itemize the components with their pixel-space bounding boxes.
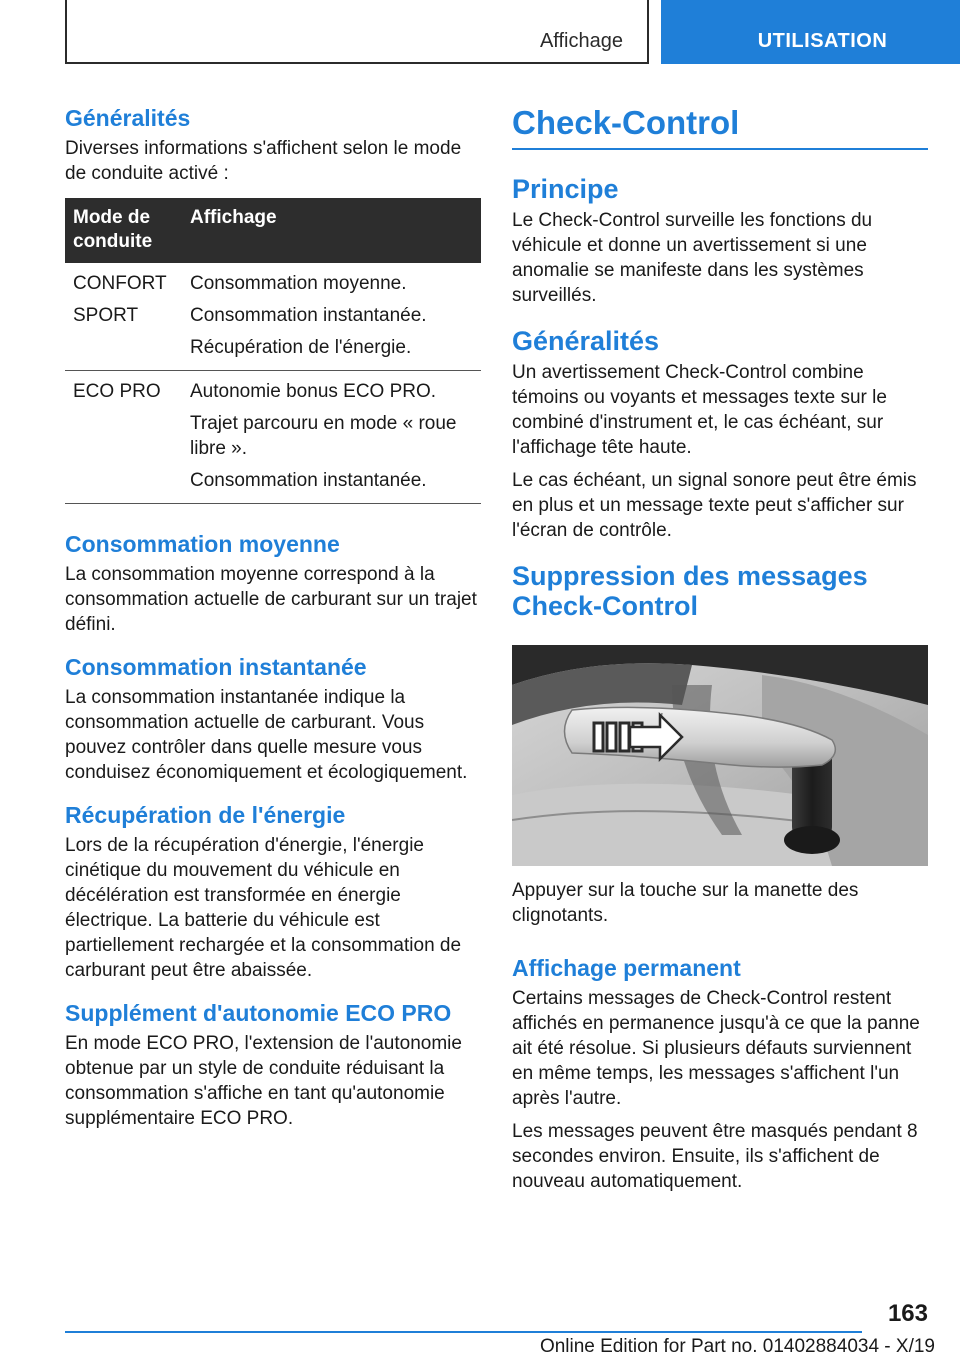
turn-signal-lever-photo [512,645,928,866]
heading-consommation-instantanee: Consommation instantanée [65,654,367,680]
table-header-display: Affichage [182,198,481,263]
header-chapter-title: UTILISATION [757,30,888,52]
text-consommation-moyenne: La consommation moyenne correspond à la consommation actuelle de carburant sur un trajet défini. [65,564,477,635]
mode-label: ECO PRO [73,381,161,402]
heading-principe: Principe [512,174,619,204]
display-value: Trajet parcouru en mode « roue libre ». [190,413,457,459]
table-row [65,371,481,504]
display-value: Consommation instantanée. [190,470,427,491]
mode-label: CONFORT [73,273,167,294]
heading-suppression-messages: Suppression des messages Check-Control [512,561,868,621]
table-cell-values [182,371,481,504]
heading-check-control: Check-Control [512,104,740,141]
display-value: Consommation instantanée. [190,305,427,326]
drive-mode-table [65,198,481,504]
table-header-row [65,198,481,263]
left-column [65,100,481,1131]
table-row [65,263,481,371]
text-generalites-left: Diverses informations s'affichent selon le mode de conduite activé : [65,138,462,184]
heading-generalites-right: Généralités [512,326,660,356]
text-generalites-right-2: Le cas échéant, un signal sonore peut être émis en plus et un message texte peut s'afficher sur l'écran de contrôle. [512,470,917,541]
right-column [512,100,928,1194]
photo-caption: Appuyer sur la touche sur la manette des clignotants. [512,880,859,926]
page-number: 163 [887,1300,928,1327]
header-section-box [65,0,649,64]
footer-edition: Online Edition for Part no. 01402884034 - X/19 [539,1336,935,1357]
header-chapter-tab [661,0,960,64]
text-consommation-instantanee: La consommation instantanée indique la consommation actuelle de carburant. Vous pouvez contrôler dans quelle mesure vous conduisez économiquement et écologiquement. [65,687,468,783]
table-header-mode: Mode de conduite [65,198,182,263]
heading-consommation-moyenne: Consommation moyenne [65,531,340,557]
text-generalites-right-1: Un avertissement Check-Control combine témoins ou voyants et messages texte sur le combiné d'instrument et, le cas échéant, sur l'affichage tête haute. [512,362,887,458]
text-supplement-autonomie: En mode ECO PRO, l'extension de l'autonomie obtenue par un style de conduite réduisant la consommation s'affiche en tant qu'autonomie supplémentaire ECO PRO. [65,1033,462,1129]
table-cell-values [182,263,481,371]
display-value: Autonomie bonus ECO PRO. [190,381,437,402]
table-cell-modes [65,263,182,371]
heading-supplement-autonomie: Supplément d'autonomie ECO PRO [65,1000,452,1026]
heading-rule [512,148,928,150]
table-cell-modes [65,371,182,504]
footer-rule [65,1331,862,1333]
text-principe: Le Check-Control surveille les fonctions du véhicule et donne un avertissement si une anomalie se manifeste dans les systèmes surveillés. [512,210,873,306]
display-value: Récupération de l'énergie. [190,337,412,358]
heading-affichage-permanent: Affichage permanent [512,955,741,981]
heading-recuperation-energie: Récupération de l'énergie [65,802,346,828]
heading-generalites-left: Généralités [65,105,191,131]
text-recuperation-energie: Lors de la récupération d'énergie, l'énergie cinétique du mouvement du véhicule en décélération est transformée en énergie électrique. La batterie du véhicule est partiellement rechargée et la consommation de carburant peut être abaissée. [65,835,462,981]
text-affichage-permanent-2: Les messages peuvent être masqués pendant 8 secondes environ. Ensuite, ils s'affichent de nouveau automatiquement. [512,1121,918,1192]
text-affichage-permanent-1: Certains messages de Check-Control restent affichés en permanence jusqu'à ce que la panne ait été résolue. Si plusieurs défauts surviennent en même temps, les messages s'affichent l'un après l'autre. [512,988,920,1109]
mode-label: SPORT [73,305,139,326]
display-value: Consommation moyenne. [190,273,407,294]
header-section-title: Affichage [539,30,623,52]
